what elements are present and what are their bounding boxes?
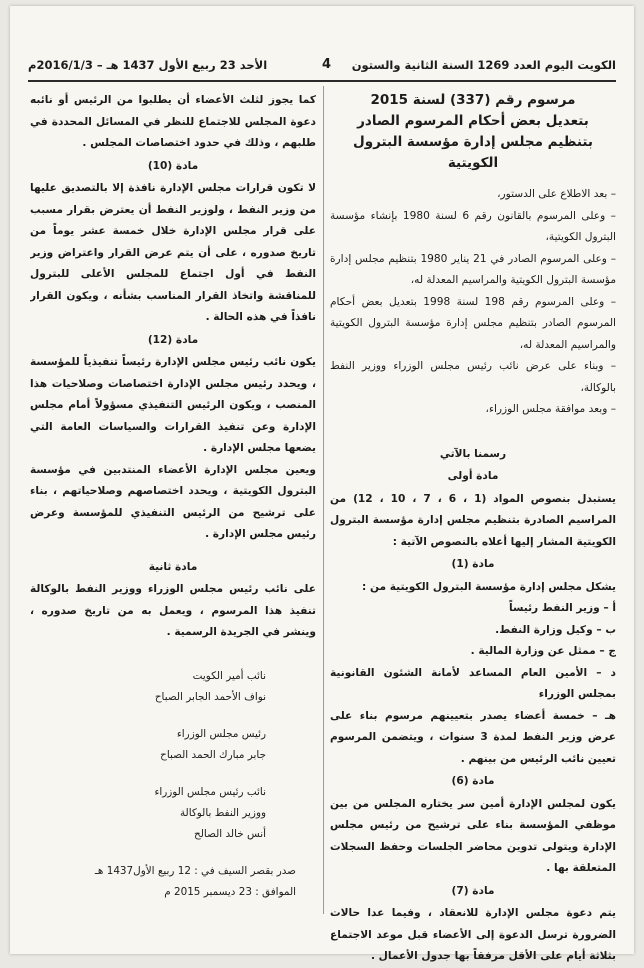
article-heading: مادة (10) [147,159,199,172]
signatory-name: جابر مبارك الحمد الصباح [160,748,266,761]
preamble-item: – وبعد موافقة مجلس الوزراء، [485,403,616,415]
article-text: كما يجوز لثلث الأعضاء أن يطلبوا من الرئيس أو نائبه دعوة المجلس للاجتماع للنظر في المسائل المحددة في طلبهم ، وذلك في حدود اختصاصات المجلس . [30,94,316,149]
list-item: أ – وزير النفط رئيساً [509,602,616,614]
article-text: ويعين مجلس الإدارة الأعضاء المنتدبين في مؤسسة البترول الكويتية ، ويحدد اختصاصهم وصلاحياتهم ، بناء على ترشيح من الرئيس التنفيذي للمؤسسة وعرض رئيس مجلس الإدارة . [30,463,316,540]
preamble-item: – وعلى المرسوم الصادر في 21 يناير 1980 بتنظيم مجلس إدارة مؤسسة البترول الكويتية والمراسيم المعدلة له، [330,252,616,286]
article-heading: مادة (12) [147,333,199,346]
header-date: الأحد 23 ربيع الأول 1437 هـ – 2016/1/3م [28,58,268,72]
signature-deputy-emir [30,666,316,708]
decree-subtitle: بتعديل بعض أحكام المرسوم الصادر [357,113,589,129]
left-column [30,90,316,903]
list-item: هـ – خمسة أعضاء يصدر بتعيينهم مرسوم بناء على عرض وزير النفط لمدة 3 سنوات ، ويتضمن المرسوم تعيين نائب الرئيس من بينهم . [330,709,616,765]
signatory-title: رئيس مجلس الوزراء [176,727,266,740]
article-heading: مادة ثانية [148,560,198,573]
right-column [330,90,616,968]
header-issue-info: الكويت اليوم العدد 1269 السنة الثانية والستون [351,58,616,72]
article-text: يستبدل بنصوص المواد (1 ، 6 ، 7 ، 10 ، 12) من المراسيم الصادرة بتنظيم مجلس إدارة مؤسسة البترول الكويتية المشار إليها أعلاه بالنصوص الآتية : [330,492,616,548]
page-number: 4 [322,57,332,72]
column-divider [323,86,324,914]
article-heading: مادة أولى [447,470,499,482]
article-text: على نائب رئيس مجلس الوزراء ووزير النفط بالوكالة تنفيذ هذا المرسوم ، ويعمل به من تاريخ صدوره ، وينشر في الجريدة الرسمية . [30,583,316,638]
decree-subtitle: بتنظيم مجلس إدارة مؤسسة البترول الكويتية [353,134,593,171]
article-text: لا تكون قرارات مجلس الإدارة نافذة إلا بالتصديق عليها من وزير النفط ، ولوزير النفط أن يعترض بقرار مسبب على قرار مجلس الإدارة خلال خمسة عشر يوماً من تاريخ صدوره ، على أن يتم عرض القرار واعتراض وزير النفط في أول اجتماع للمجلس الأعلى للبترول للمناقشة واتخاذ القرار المناسب بشأنه ، ويكون القرار نافذاً في هذه الحالة . [30,182,316,323]
preamble-item: – وبناء على عرض نائب رئيس مجلس الوزراء ووزير النفط بالوكالة، [330,360,616,394]
list-item: ج – ممثل عن وزارة المالية . [470,645,616,657]
signatory-name: نواف الأحمد الجابر الصباح [154,690,266,703]
signature-deputy-pm [30,782,316,845]
signatory-title: نائب رئيس مجلس الوزراء [154,785,266,798]
gazette-page [10,6,634,962]
signatory-title: نائب أمير الكويت [192,669,266,682]
article-heading: مادة (1) [451,558,495,570]
issue-gregorian-date: الموافق : 23 ديسمبر 2015 م [164,885,296,898]
preamble-item: – بعد الاطلاع على الدستور، [497,188,616,200]
article-heading: مادة (7) [451,884,495,897]
signatory-role: ووزير النفط بالوكالة [179,806,266,819]
article-text: يكون لمجلس الإدارة أمين سر يختاره المجلس من بين موظفي المؤسسة بناء على ترشيح من رئيس مجلس الإدارة ويتولى تدوين محاضر الجلسات وحفظ السجلات المتعلقة بها . [330,797,616,874]
signature-prime-minister [30,724,316,766]
article-heading: مادة (6) [451,775,495,787]
article-text: يشكل مجلس إدارة مؤسسة البترول الكويتية من : [362,580,616,593]
issue-place-date: صدر بقصر السيف في : 12 ربيع الأول1437 هـ [94,864,296,877]
signatory-name: أنس خالد الصالح [194,827,266,840]
enactment-formula: رسمنا بالآتي [439,447,507,460]
page-header [28,52,616,78]
article-text: يكون نائب رئيس مجلس الإدارة رئيساً تنفيذياً للمؤسسة ، ويحدد رئيس مجلس الإدارة اختصاصات وصلاحيات هذا المنصب ، ويكون الرئيس التنفيذي مسؤولاً أمام مجلس الإدارة وعن تنفيذ القرارات والسياسات العامة التي يضعها مجلس الإدارة . [30,356,316,454]
decree-title: مرسوم رقم (337) لسنة 2015 [370,92,576,108]
article-text: يتم دعوة مجلس الإدارة للانعقاد ، وفيما عدا حالات الضرورة ترسل الدعوة إلى الأعضاء قبل موعد الاجتماع بثلاثة أيام على الأقل مرفقاً بها جدول الأعمال . [330,907,616,962]
preamble-item: – وعلى المرسوم بالقانون رقم 6 لسنة 1980 بإنشاء مؤسسة البترول الكويتية، [330,209,616,243]
list-item: د – الأمين العام المساعد لأمانة الشئون القانونية بمجلس الوزراء [330,666,616,700]
list-item: ب – وكيل وزارة النفط. [495,623,616,636]
header-rule [28,80,616,82]
preamble-item: – وعلى المرسوم رقم 198 لسنة 1998 بتعديل بعض أحكام المرسوم الصادر بتنظيم مجلس إدارة مؤسسة البترول الكويتية والمراسيم المعدلة له، [330,295,616,351]
